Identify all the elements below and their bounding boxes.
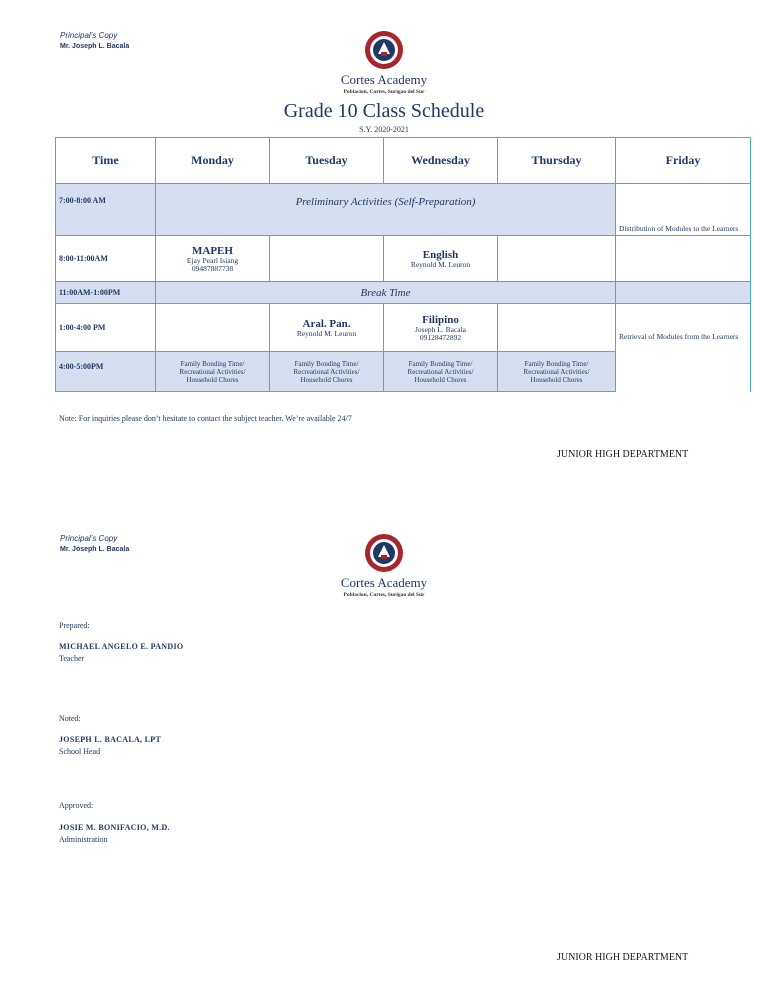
prepared-role: Teacher <box>59 654 85 663</box>
principal-copy-name: Mr. Joseph L. Bacala <box>60 546 130 553</box>
family-line: Household Chores <box>186 375 239 384</box>
header-row <box>56 138 751 184</box>
prepared-name: MICHAEL ANGELO E. PANDIO <box>59 642 184 651</box>
friday-distribution-cell: Distribution of Modules to the Learners <box>616 184 751 236</box>
time-cell: 8:00-11:00AM <box>56 236 156 282</box>
approved-name: JOSIE M. BONIFACIO, M.D. <box>59 823 170 832</box>
time-cell: 11:00AM-1:00PM <box>56 282 156 304</box>
school-address: Poblacion, Cortes, Surigao del Sur <box>343 592 425 598</box>
teacher-name: Ejay Pearl Isiang <box>186 255 239 265</box>
monday-mapeh-cell <box>156 236 270 282</box>
family-line: Recreational Activities/ <box>523 367 590 376</box>
subject-name: MAPEH <box>192 244 233 257</box>
family-bonding-cell <box>156 352 270 392</box>
time-cell: 4:00-5:00PM <box>56 352 156 392</box>
teacher-name: Reynold M. Leuron <box>410 259 471 269</box>
family-bonding-cell <box>270 352 384 392</box>
subject-name: Aral. Pan. <box>302 317 351 330</box>
family-line: Family Bonding Time/ <box>524 359 589 368</box>
table-row <box>56 304 751 352</box>
family-line: Household Chores <box>530 375 583 384</box>
preliminary-activities-cell: Preliminary Activities (Self-Preparation) <box>156 184 616 236</box>
header-tuesday: Tuesday <box>270 138 384 184</box>
family-line: Family Bonding Time/ <box>180 359 245 368</box>
noted-label: Noted: <box>59 714 81 723</box>
family-line: Family Bonding Time/ <box>294 359 359 368</box>
principal-copy-label: Principal’s Copy <box>60 534 118 543</box>
empty-cell <box>498 304 616 352</box>
empty-cell <box>616 282 751 304</box>
empty-cell <box>270 236 384 282</box>
school-name: Cortes Academy <box>340 72 428 87</box>
family-bonding-cell <box>384 352 498 392</box>
contact-note: Note: For inquiries please don’t hesitate to contact the subject teacher. We’re available 24/7 <box>59 414 352 423</box>
subject-name: English <box>422 248 459 261</box>
empty-cell <box>156 304 270 352</box>
empty-cell <box>616 236 751 282</box>
school-address: Poblacion, Cortes, Surigao del Sur <box>343 89 425 95</box>
friday-retrieval-cell: Retrieval of Modules from the Learners <box>616 304 751 392</box>
class-schedule-table <box>55 137 751 392</box>
teacher-name: Reynold M. Leuron <box>296 328 357 338</box>
table-row <box>56 236 751 282</box>
schedule-title: Grade 10 Class Schedule <box>283 100 485 122</box>
school-logo <box>364 30 404 75</box>
header-monday: Monday <box>156 138 270 184</box>
family-line: Household Chores <box>300 375 353 384</box>
prepared-label: Prepared: <box>59 621 90 630</box>
header-wednesday: Wednesday <box>384 138 498 184</box>
approved-role: Administration <box>59 835 108 844</box>
family-line: Recreational Activities/ <box>179 367 246 376</box>
family-line: Recreational Activities/ <box>293 367 360 376</box>
table-row <box>56 184 751 236</box>
header-friday: Friday <box>616 138 751 184</box>
time-cell: 7:00-8:00 AM <box>56 184 156 236</box>
school-logo <box>364 533 404 578</box>
tuesday-aralpan-cell <box>270 304 384 352</box>
noted-name: JOSEPH L. BACALA, LPT <box>59 735 162 744</box>
subject-name: Filipino <box>422 313 459 326</box>
teacher-phone: 09487887738 <box>191 263 234 273</box>
school-year: S.Y. 2020-2021 <box>359 125 409 134</box>
approved-label: Approved: <box>59 801 94 810</box>
department-label: JUNIOR HIGH DEPARTMENT <box>557 952 689 963</box>
teacher-phone: 09128472892 <box>419 332 462 342</box>
principal-copy-label: Principal’s Copy <box>60 31 118 40</box>
break-time-cell: Break Time <box>156 282 616 304</box>
wednesday-english-cell <box>384 236 498 282</box>
family-line: Family Bonding Time/ <box>408 359 473 368</box>
time-cell: 1:00-4:00 PM <box>56 304 156 352</box>
header-thursday: Thursday <box>498 138 616 184</box>
empty-cell <box>498 236 616 282</box>
department-label: JUNIOR HIGH DEPARTMENT <box>557 449 689 460</box>
table-row <box>56 282 751 304</box>
header-time: Time <box>56 138 156 184</box>
family-bonding-cell <box>498 352 616 392</box>
school-name: Cortes Academy <box>340 575 428 590</box>
wednesday-filipino-cell <box>384 304 498 352</box>
noted-role: School Head <box>59 747 101 756</box>
family-line: Household Chores <box>414 375 467 384</box>
family-line: Recreational Activities/ <box>407 367 474 376</box>
principal-copy-name: Mr. Joseph L. Bacala <box>60 43 130 50</box>
teacher-name: Joseph L. Bacala <box>414 324 467 334</box>
